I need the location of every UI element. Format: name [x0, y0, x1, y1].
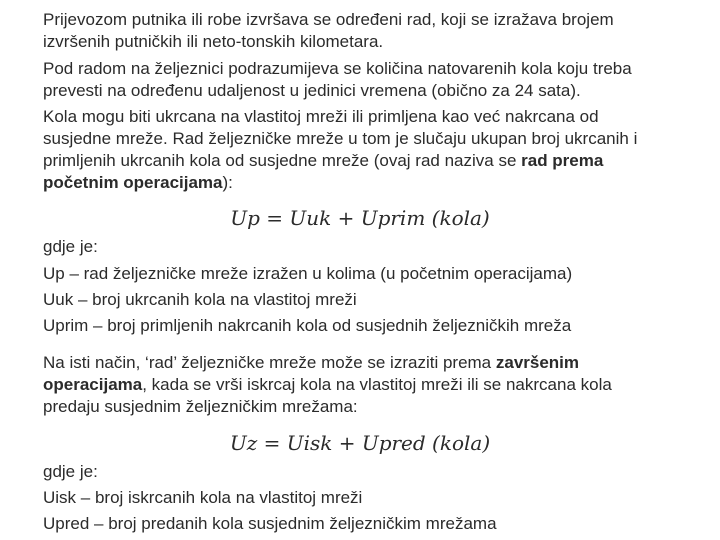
- text-segment: , kada se vrši iskrcaj kola na vlastitoj mreži ili se nakrcana kola: [142, 375, 612, 394]
- paragraph-loaded-wagons: [43, 106, 703, 194]
- text-line: [43, 374, 703, 396]
- definition-uz-uisk: Uisk – broj iskrcanih kola na vlastitoj mreži: [43, 488, 363, 507]
- text-line: predaju susjednim željezničkim mrežama:: [43, 397, 358, 416]
- text-line: [43, 172, 703, 194]
- bold-term: završenim: [495, 353, 580, 372]
- text-line: Kola mogu biti ukrcana na vlastitoj mreži ili primljena kao već nakrcana od: [43, 107, 599, 126]
- text-line: [43, 150, 703, 172]
- text-segment: primljenih ukrcanih kola od susjedne mreže (ovaj rad naziva se: [43, 151, 522, 170]
- bold-term: operacijama: [43, 375, 143, 394]
- where-label: gdje je:: [43, 462, 98, 481]
- text-line: susjedne mreže. Rad željezničke mreže u tom je slučaju ukupan broj ukrcanih i: [43, 129, 638, 148]
- text-line: prevesti na određenu udaljenost u jedinici vremena (obično za 24 sata).: [43, 81, 581, 100]
- text-segment: Na isti način, ‘rad’ željezničke mreže može se izraziti prema: [43, 353, 496, 372]
- definition-up: Up – rad željezničke mreže izražen u kolima (u početnim operacijama): [43, 264, 573, 283]
- definition-uprim: Uprim – broj primljenih nakrcanih kola od susjednih željezničkih mreža: [43, 316, 572, 335]
- formula-initial-operations: Up = Uuk + Uprim (kola): [230, 206, 490, 230]
- bold-term: rad prema: [521, 151, 604, 170]
- paragraph-transport-work: [43, 9, 703, 53]
- definition-uuk: Uuk – broj ukrcanih kola na vlastitoj mreži: [43, 290, 357, 309]
- formula-finished-operations: Uz = Uisk + Upred (kola): [229, 431, 491, 455]
- text-segment: ):: [222, 173, 233, 192]
- paragraph-finished-operations: [43, 352, 703, 418]
- where-label: gdje je:: [43, 237, 98, 256]
- paragraph-railway-work: [43, 58, 703, 102]
- definition-upred: Upred – broj predanih kola susjednim željezničkim mrežama: [43, 514, 497, 533]
- text-line: izvršenih putničkih ili neto-tonskih kilometara.: [43, 32, 384, 51]
- text-line: Pod radom na željeznici podrazumijeva se količina natovarenih kola koju treba: [43, 59, 632, 78]
- text-line: Prijevozom putnika ili robe izvršava se određeni rad, koji se izražava brojem: [43, 10, 614, 29]
- text-line: [43, 352, 703, 374]
- bold-term: početnim operacijama: [43, 173, 223, 192]
